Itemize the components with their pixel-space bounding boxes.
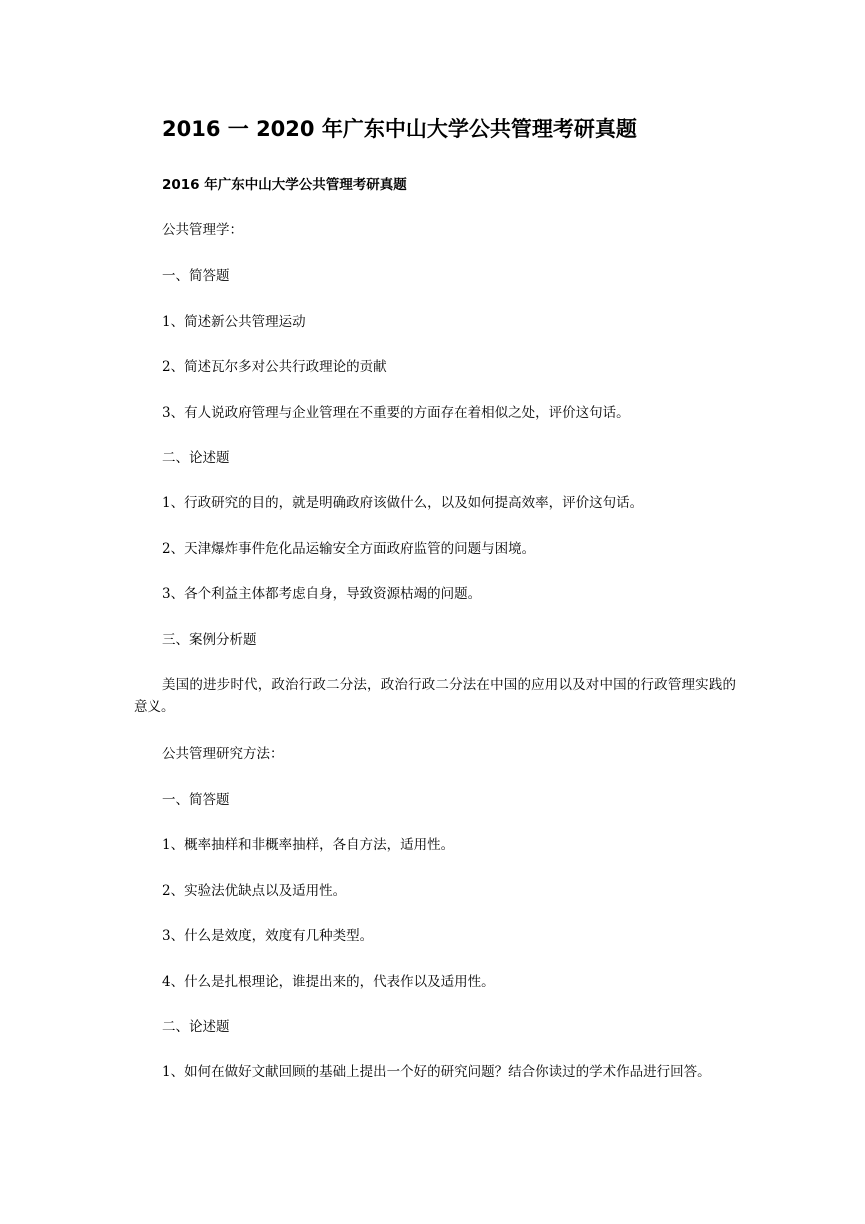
pm-essay-heading: 二、论述题: [162, 450, 230, 466]
pm-case-heading: 三、案例分析题: [162, 632, 257, 648]
rm-short-question-4: 4、什么是扎根理论，谁提出来的，代表作以及适用性。: [162, 974, 495, 990]
rm-essay-question-1: 1、如何在做好文献回顾的基础上提出一个好的研究问题？结合你读过的学术作品进行回答。: [162, 1064, 711, 1080]
rm-essay-heading: 二、论述题: [162, 1019, 230, 1035]
pm-essay-question-1: 1、行政研究的目的，就是明确政府该做什么，以及如何提高效率，评价这句话。: [162, 495, 644, 511]
rm-short-question-3: 3、什么是效度，效度有几种类型。: [162, 928, 374, 944]
section-research-methods: 公共管理研究方法：: [162, 746, 284, 762]
document-title: 2016 一 2020 年广东中山大学公共管理考研真题: [162, 117, 637, 141]
pm-essay-question-2: 2、天津爆炸事件危化品运输安全方面政府监管的问题与困境。: [162, 541, 536, 557]
rm-short-answer-heading: 一、简答题: [162, 792, 230, 808]
pm-short-answer-heading: 一、简答题: [162, 268, 230, 284]
pm-short-question-2: 2、简述瓦尔多对公共行政理论的贡献: [162, 359, 387, 375]
exam-year-heading: 2016 年广东中山大学公共管理考研真题: [162, 177, 407, 193]
pm-short-question-3: 3、有人说政府管理与企业管理在不重要的方面存在着相似之处，评价这句话。: [162, 405, 630, 421]
pm-essay-question-3: 3、各个利益主体都考虑自身，导致资源枯竭的问题。: [162, 586, 482, 602]
section-public-management: 公共管理学：: [162, 222, 243, 238]
rm-short-question-1: 1、概率抽样和非概率抽样，各自方法，适用性。: [162, 837, 455, 853]
pm-short-question-1: 1、简述新公共管理运动: [162, 314, 306, 330]
pm-case-question: 美国的进步时代，政治行政二分法，政治行政二分法在中国的应用以及对中国的行政管理实践的意义。: [134, 677, 736, 715]
rm-short-question-2: 2、实验法优缺点以及适用性。: [162, 883, 347, 899]
